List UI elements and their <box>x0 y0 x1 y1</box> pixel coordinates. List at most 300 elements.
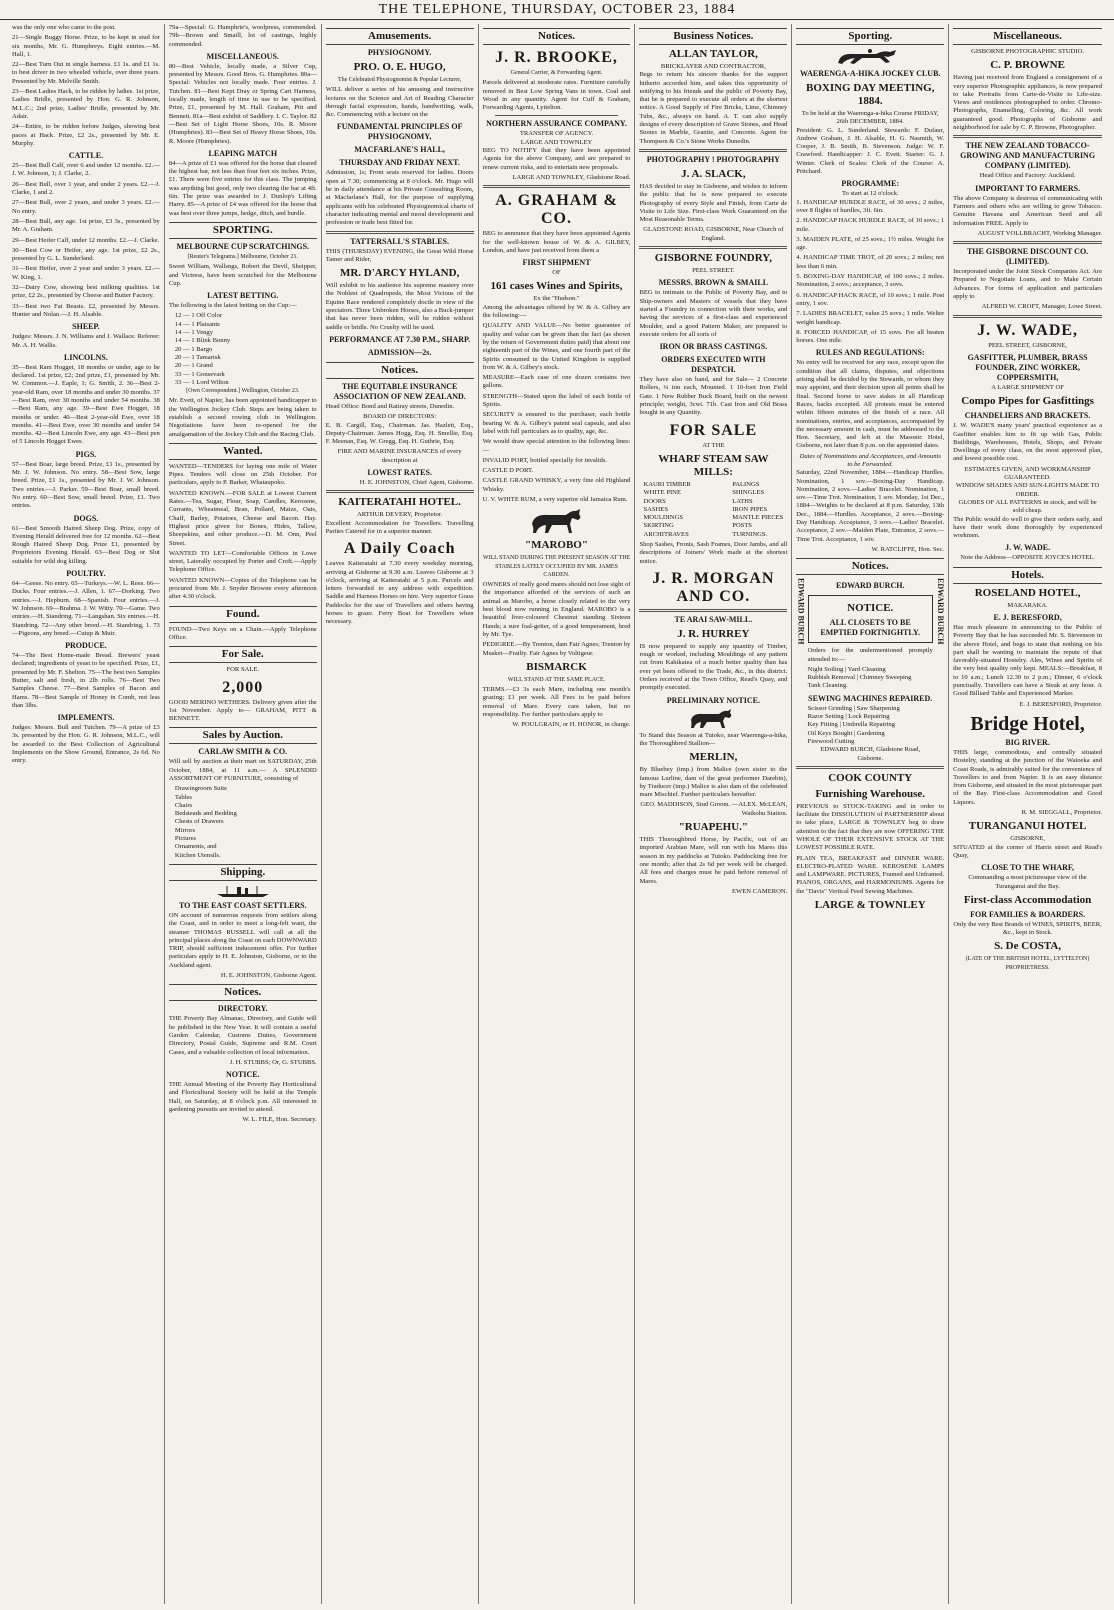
wethers-count: 2,000 <box>222 678 264 696</box>
insurance-line: FIRE AND MARINE INSURANCES of every description at <box>337 448 462 464</box>
merlin-signature: GEO. MADDISON, Stud Groom. —ALEX. McLEAN, Waikohu Station. <box>640 801 788 817</box>
taylor-name: ALLAN TAYLOR, <box>668 48 758 60</box>
directory-heading: DIRECTORY. <box>217 1004 268 1014</box>
show-entry: 30—Best Cow or Heifer, any age. 1st prize, £2 2s., presented by G. L. Sunderland. <box>12 246 160 263</box>
burch-service: Key Fitting | Umbrella Repairing <box>807 721 895 729</box>
auction-item: Drawingroom Suite <box>174 785 228 793</box>
notices-heading: Notices. <box>169 984 317 1001</box>
entries-top: 79a—Special: G. Humphrie's, woolpress, commended. 79b—Brown and Smaill, lot of castings, highly commended. <box>168 24 317 48</box>
wanted-ad: WANTED KNOWN.—FOR SALE at Lowest Current Rates.—Tea, Sugar, Flour, Soap, Candles, Kerosene, Currants, Wheatmeal, Bran, Pollard, Maize, Oats, Chaff, Barley, Potatoes, Cheese and Bacon. Hay. Highest price given for Bones, Hides, Tallow, Sheepskins, and other produce.—D. M. Onn, Peel Street. <box>168 489 317 547</box>
directory-signature: J. H. STUBBS; Or, G. STUBBS. <box>229 1058 317 1066</box>
masthead: THE TELEPHONE, THURSDAY, OCTOBER 23, 1884 <box>0 0 1114 20</box>
burch-service: Oil Keys Bought | Gardening <box>807 729 885 737</box>
betting-line: 14 — 1 Plaisante <box>174 320 221 328</box>
graham-heading: A. GRAHAM & CO. <box>495 192 618 228</box>
betting-line: 20 — 1 Bargo <box>174 345 213 353</box>
special-attention: We would draw special attention to the following lines:— <box>482 438 631 454</box>
cook-county-body: PREVIOUS to STOCK-TAKING and in order to facilitate the DISSOLUTION of PARTNERSHIP about to take place, LARGE & TOWNLEY beg to draw attention to the fact that they are now OFFERING THE WHOLE OF THEIR EXTENSIVE STOCK AT THE LOWEST POSSIBLE RATE. <box>796 802 945 852</box>
window-shades: WINDOW SHADES AND SUN-LIGHTS MADE TO ORDER. <box>955 482 1100 498</box>
poultry-heading: POULTRY. <box>66 569 106 579</box>
burch-main <box>808 578 933 763</box>
wanted-heading: Wanted. <box>169 443 317 460</box>
photographer-name: J. A. SLACK, <box>681 167 746 180</box>
discount-body: Incorporated under the Joint Stock Companies Act. Are Prepared to Negotiate Loans, and to Make Certain Advances. For forms of application and particulars apply to <box>953 268 1103 301</box>
wade-public: The Public would do well to give their orders early, and have their work done thoroughly by experienced workmen. <box>953 515 1103 540</box>
meeting-date: To be held at the Waerenga-a-hika Course FRIDAY, 26th DECEMBER, 1884. <box>801 110 939 126</box>
for-sale-sub: FOR SALE. <box>226 666 260 674</box>
divider <box>796 766 944 769</box>
divider <box>326 490 474 493</box>
race-entry: 8. FORCED HANDICAP, of 15 sovs. For all beaten horses. One mile. <box>796 328 945 345</box>
foundry-firm: MESSRS. BROWN & SMAILL <box>658 278 769 288</box>
auction-item: Bedsteads and Bedding <box>174 810 237 818</box>
divider <box>639 609 787 612</box>
wine-line: CASTLE D PORT. <box>482 467 534 475</box>
tobacco-office: Head Office and Factory: Auckland. <box>979 172 1076 180</box>
roseland-body: Has much pleasure in announcing to the Public of Poverty Bay that he has succeeded Mr. S. Stevenson in the above Hotel, and begs to state that nothing on his part shall be wanting to maintain the repute of that favorably-situated Hostelry. Ales, Wines and Spirits of the very best quality only kept. MEALS:—Breakfast, 8 to 10 a.m.; Lunch 12.30 to 2 p.m.; Dinner, 6 o'clock punctually. Travellers can have a Steak at any hour. A Good Billiard Table and Experienced Marker. <box>953 623 1103 698</box>
show-entry: 22—Best Turn Out in single harness. £1 1s. and £1 1s. to best driver in two wheeled vehicle, over three years. Presented by Mr. Melville Smith. <box>12 61 160 85</box>
taylor-body: Begs to return his sincere thanks for the support hitherto accorded him, and takes this opportunity of notifying to his friends and the public of Poverty Bay, that he is prepared to execute all orders at the shortest notice. A Good Supply of Fire Bricks, Lime, Chimney Tubs, &c., always on hand. A. T. can also supply designs of every description of Grave Stones, and Head Stones in Marble, Granite, and Concrete. Agent for Thompson & Co.'s Stone Works Dunedin. <box>639 71 788 145</box>
bridge-hotel-sub: BIG RIVER. <box>1005 737 1050 747</box>
at-the: AT THE <box>702 441 725 449</box>
betting-line: 20 — 1 Grand <box>174 362 213 370</box>
dates-heading: Dates of Nominations and Acceptances, and Amounts to be Forwarded. <box>799 452 941 468</box>
foundry-heading: GISBORNE FOUNDRY, <box>654 252 772 265</box>
browne-body: Having just received from England a consignment of a very superior Photographic appliances, is now prepared to take Portraits from Carte-de-Visite to Life-size. Views and residences photographed to order. Chromo-Photographs, Enamelling, Coloring, &c. All work guaranteed good. Photographs of Gisborne and neighborhood for sale by C. P. Browne, Photographer. <box>953 74 1103 132</box>
burch-notice-title: NOTICE. <box>847 602 894 615</box>
notices-heading: Notices. <box>326 362 474 379</box>
discount-signature: ALFRED W. CROFT, Manager, Lowe Street. <box>981 303 1103 311</box>
notice-signature: W. L. FILE, Hon. Secretary. <box>242 1116 317 1124</box>
close-to-wharf: CLOSE TO THE WHARF, <box>981 863 1075 873</box>
castings: IRON OR BRASS CASTINGS. <box>659 342 768 352</box>
marobo-body: OWNERS of really good mares should not lose sight of the importance afforded of the services of such an animal as Marobo, a horse closely related to the very best blood now running in England. MAROBO is a beautiful liver-coloured Chestnut standing Sixteen Hands; a sure foal-getter, of a good temperament, bred by Mr. Tye. <box>482 581 631 638</box>
large-townley: LARGE & TOWNLEY <box>814 899 926 912</box>
lecture-body: WILL deliver a series of his amusing and instructive lectures on the Science and Art of Reading Character through facial expression, hands, handwriting, walk, &c. Commencing with a lecture on the <box>325 86 474 119</box>
of-line: OF <box>552 269 561 277</box>
agency-body: BEG TO NOTIFY that they have been appointed Agents for the above Company, and are prepared to renew current risks, and to entertain new proposals. <box>482 147 631 171</box>
pigs-heading: PIGS. <box>75 449 97 459</box>
dogs-entries: 61—Best Smooth Haired Sheep Dog. Prize, copy of Evening Herald delivered free for 12 months. 62—Best Rough Haired Sheep Dog. Prize £1, presented by Proprietors Evening Herald. 63—Best Dog or Slut suitable for wild dog killing. <box>12 524 160 565</box>
compo-pipes: Compo Pipes for Gasfittings <box>961 395 1094 408</box>
furnishing-heading: Furnishing Warehouse. <box>815 787 926 800</box>
wine-line: U. V. WHITE RUM, a very superior old Jamaica Rum. <box>482 495 628 503</box>
column-6 <box>792 24 949 1604</box>
programme-heading: PROGRAMME: <box>841 179 900 189</box>
notice-heading: NOTICE. <box>226 1070 260 1080</box>
ruapehu-signature: EWEN CAMERON. <box>731 887 788 895</box>
auction-item: Chests of Drawers <box>174 818 224 826</box>
found-ad: FOUND—Two Keys on a Chain.—Apply Telephone Office. <box>168 625 317 641</box>
notices-heading: Notices. <box>796 558 944 575</box>
families-boarders: FOR FAMILIES & BOARDERS. <box>970 909 1086 919</box>
estimates-line: ESTIMATES GIVEN, AND WORKMANSHIP GUARANTEED. <box>964 465 1091 482</box>
strength: STRENGTH—Stated upon the label of each bottle of Spirits. <box>482 392 631 409</box>
hotel-proprietor: ARTHUR DEVERY, Proprietor. <box>357 511 443 519</box>
scratchings-body: Sweet William, Wallsngs, Robert the Devil, Sheipper, and Victress, have been scratched for the Melbourne Cup. <box>168 263 317 287</box>
timber-item: SHINGLES <box>732 489 765 497</box>
wade-street: PEEL STREET, GISBORNE, <box>988 341 1067 349</box>
de-costa: S. De COSTA, <box>994 940 1062 953</box>
ruapehu-heading: "RUAPEHU." <box>678 821 749 834</box>
lincolns-heading: LINCOLNS. <box>64 352 108 362</box>
hotels-heading: Hotels. <box>953 567 1102 584</box>
graham-body: BEG to announce that they have been appointed Agents for the well-known house of W. & A. GILBEY, London, and have just received from them a <box>482 230 631 254</box>
burch-service: Tank Cleaning. <box>807 682 848 690</box>
boxing-day-meeting: BOXING DAY MEETING, 1884. <box>805 82 935 107</box>
performance-time: PERFORMANCE AT 7.30 P.M., SHARP. <box>329 334 471 344</box>
wines-spirits: 161 cases Wines and Spirits, <box>490 280 623 293</box>
jockey-club-heading: WAERENGA-A-HIKA JOCKEY CLUB. <box>800 69 941 78</box>
timber-item: DOORS <box>643 497 666 505</box>
show-entry: 29—Best Heifer Calf, under 12 months. £2.—J. Clarke. <box>12 236 160 244</box>
equitable-signature: H. E. JOHNSTON, Chief Agent, Gisborne. <box>359 479 474 487</box>
timber-item: TURNINGS. <box>732 530 768 538</box>
bridge-hotel-body: THIS large, commodious, and centrally situated Hostelry, standing at the junction of the Waioeka and Coast Roads, is admirably suited for the convenience of Travellers to and from Napier. It is an easy distance from Gisborne, and situated in the most picturesque part of the Bay. First-class Accommodation and Good Liquors. <box>953 748 1103 806</box>
for-sale-heading: FOR SALE <box>669 421 758 439</box>
burch-service: Rubbish Removal | Chimney Sweeping <box>807 674 912 682</box>
divider <box>639 149 787 152</box>
leaping-entries: 84—A prize of £1 was offered for the horse that cleared the highest bar, not less than four feet six inches. Prize, £1. There were five entries for this class. The jumping was anything but good, only two clearing the bar at 4ft. 6in. The prize was awarded to J. Dunlop's Lifting Harry. 85—A prize of £4 was offered for the horse that was best over three jumps, hedge, ditch, and hurdle. <box>168 159 317 217</box>
large-shipment: A LARGE SHIPMENT OF <box>991 383 1064 391</box>
timber-item: KAURI TIMBER <box>643 480 691 488</box>
divider <box>495 115 619 116</box>
column-3 <box>322 24 479 1604</box>
roseland-heading: ROSELAND HOTEL, <box>974 586 1081 599</box>
turanganui-place: GISBORNE, <box>1010 835 1045 843</box>
business-notices-heading: Business Notices. <box>639 28 787 45</box>
rules-heading: RULES AND REGULATIONS: <box>815 348 925 358</box>
sheep-heading: SHEEP. <box>72 322 100 332</box>
race-entry: 2. HANDICAP HACK HURDLE RACE, of 10 sovs.; 1 mile. <box>796 217 945 233</box>
shipping-body: ON account of numerous requests from settlers along the Coast, and in order to meet a long-felt want, the steamer THOMAS RUSSELL will call at all the principal places along the Coast on each DOWNWARD TRIP, should sufficient inducement offer. For further particulars apply to H. E. Johnston, Gisborne, or to the Auckland agent. <box>168 911 317 969</box>
show-entry: 24—Entire, to be ridden before Judges, showing best paces at Hack. Prize, £2 2s., presented by Mr. E. Murphy. <box>12 123 160 147</box>
divider <box>953 315 1102 318</box>
auction-item: Mirrors <box>174 826 196 834</box>
implements-entries: Judges: Messrs. Bull and Tutchen. 79—A prize of £3 3s. presented by the Hon. G. R. Johnson, M.L.C., will be awarded to the Best Collection of Agricultural Implements on the Show Ground, Entrance, 2s 6d. No entry. <box>12 724 160 765</box>
roseland-owner: E. J. BERESFORD, <box>993 612 1062 622</box>
column-7 <box>949 24 1106 1604</box>
shipping-heading: Shipping. <box>169 864 317 881</box>
cook-county-heading: COOK COUNTY <box>828 771 913 784</box>
roseland-signature: E. J. BERESFORD, Proprietor. <box>1019 700 1103 708</box>
turanganui-view: Commanding a most picturesque view of the Turanganui and the Bay. <box>968 874 1087 890</box>
bismarck-subtitle: WILL STAND AT THE SAME PLACE. <box>507 676 606 683</box>
race-entry: 1. HANDICAP HURDLE RACE, of 30 sovs.; 2 miles, over 8 flights of hurdles, 3ft. 6in. <box>796 198 945 214</box>
sheep-judges: Judges: Messrs. J. N. Williams and J. Wallace. Referee: Mr. A. H. Wallis. <box>12 333 160 349</box>
show-entry: 21—Single Buggy Horse. Prize, to be kept in stud for six months, Mr. G. Humphreys. Eight entries.—M. Hall, 1. <box>12 34 160 58</box>
betting-line: 33 — 1 Gonsevark <box>174 370 225 378</box>
board-heading: BOARD OF DIRECTORS: <box>363 413 437 421</box>
for-sale-heading: For Sale. <box>169 646 317 663</box>
brooke-body: Parcels delivered at moderate rates. Furniture carefully removed in Best Low Spring Vans in town. Coal and Wood in any quantity. Agent for Cuff & Graham, Forwarding Agents, Lyttelton. <box>482 79 631 112</box>
wanted-ad: WANTED—TENDERS for laying one mile of Water Pipes. Tenders will close on 25th October. For particulars, apply to P. Barker, Whataupoko. <box>168 462 317 487</box>
amusements-heading: Amusements. <box>326 28 474 45</box>
stallion-icon <box>522 506 592 536</box>
hotel-body: Excellent Accommodation for Travellers. Travelling Parties Catered for in a superior manner. <box>325 519 474 535</box>
browne-name: C. P. BROWNE <box>990 59 1065 72</box>
poultry-entries: 64—Geese. No entry. 65—Turkeys.—W. L. Rees. 66—Ducks. Four entries.—J. Allen, 1. 67—Dorking. Two entries.—J. Hepburn. 68—Spanish. Four entries.—J. W. Johnson. 69—Brahma. J. W. Witty. 70—Game. Two entries.—H. Standring. 71—Langshan. Six entries.—H. Standring. 72—Any other breed.—H. Standring, 1. 73—Pigeons, any breed.—Cutup & Muir. <box>12 580 160 637</box>
misc-entries: 80—Best Vehicle, locally made, a Silver Cup, presented by Messrs. Good Bros. G. Humphries. 80a—Special: Vehicles not locally made. Four entries. J. Tutchen. 81—Best Kept Dray or Spring Cart Harness, locally made, length of time in use to be specified. Prize, £1, presented by M. Hall. Graham, Pitt and Bennett. 81a—Best exhibit of Saddlery. I. C. Taylor. 82—Best Set of Light Horse Shoes, 10s. R. Moore (Humphries). 83—Best Set of Heavy Horse Shoes, 10s. R. Moore (Humphries). <box>168 62 317 145</box>
timber-item: POSTS <box>732 522 752 530</box>
auction-item: Tables <box>174 793 192 801</box>
agency-firm: LARGE AND TOWNLEY <box>520 138 593 146</box>
proprietress: (LATE OF THE BRITISH HOTEL, LYTTELTON) PROPRIETRESS. <box>965 956 1090 971</box>
security: SECURITY is ensured to the purchaser, each bottle bearing W. & A. Gilbey's patent seal capsule, and also label with full particulars as to quality, age, &c. <box>482 411 631 435</box>
tobacco-body: The above Company is desirous of communicating with Farmers and others who are willing to grow Tobacco. Genuine Havana and American Seed and all information FREE. Apply to <box>953 194 1103 227</box>
found-heading: Found. <box>169 606 317 623</box>
marobo-heading: "MAROBO" <box>525 539 588 552</box>
bridge-hotel-signature: R. M. SIEGGALL, Proprietor. <box>1021 809 1103 817</box>
wade-address: Note the Address—OPPOSITE JOYCE'S HOTEL. <box>960 554 1095 562</box>
bridge-hotel-heading: Bridge Hotel, <box>970 712 1085 735</box>
dates-body: Saturday, 22nd November, 1884.—Handicap Hurdles. Nomination, 1 sov.—Boxing-Day Handicap. Nomination, 2 sovs.—Ladies' Bracelet. Nomination, 1 sov.—Time Trot. Nomination, 1 sov. Monday, 1st Dec., 1884—Weights to be declared at 8 p.m. Saturday, 13th Dec., 1884.—Hurdles. Acceptance, 2 sovs.—Boxing-Day Handicap. Acceptance, 3 sovs.—Ladies' Bracelet. Acceptance, 2 sov.—Maiden Plate, Entrance, 2 sovs.—Time Trot. Acceptance, 1 sov. <box>796 469 945 543</box>
burch-side-label: EDWARD BURCH <box>796 578 806 645</box>
dateline: [Own Correspondent.] Wellington, October 23. <box>186 388 300 395</box>
wade-body: J. W. WADE'S many years' practical experience as a Gasfitter enables him to fit up with Gas, Public Buildings, Warehouses, Hotels, Shops, and Private Dwellings of every class, on the most approved plan, and lowest possible cost. <box>953 422 1103 463</box>
merlin-name: MERLIN, <box>689 751 738 764</box>
betting-list <box>169 312 317 387</box>
tattersalls-body: THIS (THURSDAY) EVENING, the Great Wild Horse Tamer and Rider, <box>325 247 474 263</box>
hurrey-body: IS now prepared to supply any quantity of Timber, rough or worked, including Mouldings of any pattern cut from Kahikatea of a much better quality than has ever yet been offered to the Trade, &c., in this district. Orders received at the Town Office, Read's Quay, and promptly executed. <box>639 642 788 692</box>
orders-despatch: ORDERS EXECUTED WITH DESPATCH. <box>661 355 766 375</box>
misc-heading: MISCELLANEOUS. <box>206 51 279 61</box>
intro-line: was the only one who came to the post. <box>12 24 116 31</box>
column-4 <box>479 24 636 1604</box>
dateline: [Reuter's Telegrams.] Melbourne, October 21. <box>187 253 298 260</box>
timber-item: SKIRTING <box>643 522 674 530</box>
betting-line: 33 — 1 Lord Wilton <box>174 378 229 386</box>
burch-service: Firewood Cutting <box>807 737 855 745</box>
produce-heading: PRODUCE. <box>65 641 107 651</box>
burch-service: Night Soiling | Yard Cleaning <box>807 665 886 673</box>
shipping-title: TO THE EAST COAST SETTLERS. <box>178 900 307 910</box>
important-farmers: IMPORTANT TO FARMERS. <box>975 183 1081 193</box>
show-entry: 27—Best Bull, over 2 years, and under 3 years. £2.—No entry. <box>12 199 160 215</box>
auction-items <box>169 785 317 860</box>
auction-item: Ornaments, and <box>174 843 217 851</box>
equitable-office: Head Office: Bond and Rattray streets, Dunedin. <box>325 402 455 410</box>
column-2 <box>165 24 322 1604</box>
best-brands: Only the very Best Brands of WINES, SPIRITS, BEER, &c., kept in Stock. <box>953 920 1102 937</box>
horse-tamer-name: MR. D'ARCY HYLAND, <box>339 267 460 280</box>
show-entry: 23—Best Ladies Hack, to be ridden by ladies. 1st prize, Ladies Bridle, presented by Hon. G. R. Johnson, M.L.C.; 2nd prize, Ladies' Bridle, presented by Mr. Adair. <box>12 88 160 120</box>
chandeliers: CHANDELIERS AND BRACKETS. <box>964 411 1091 421</box>
auction-item: Kitchen Utensils. <box>174 851 221 859</box>
racehorse-icon <box>830 48 910 66</box>
first-shipment: FIRST SHIPMENT <box>522 258 591 268</box>
brooke-subtitle: General Carrier, & Forwarding Agent. <box>510 70 603 76</box>
foundry-body: BEG to intimate to the Public of Poverty Bay, and to Ship-owners and Masters of vessels that they have started a Foundry in connection with their works, and having the services of a first-class and experienced Moulder, and a good Pattern Maker, are prepared to execute orders for all sorts of <box>639 289 788 338</box>
wade-trade: GASFITTER, PLUMBER, BRASS FOUNDER, ZINC WORKER, COPPERSMITH, <box>967 352 1088 382</box>
measure: MEASURE—Each case of one dozen contains two gallons. <box>482 374 631 390</box>
sporting-heading: Sporting. <box>796 28 944 45</box>
hurrey-name: J. R. HURREY <box>677 627 750 640</box>
marobo-pedigree: PEDIGREE.—By Trenton, dam Fair Agnes; Trenton by Musket—Frailty. Fair Agnes by Voltigeur. <box>482 641 631 657</box>
turanganui-heading: TURANGANUI HOTEL <box>968 820 1087 833</box>
timber-item: LATHS <box>732 497 753 505</box>
daily-coach-heading: A Daily Coach <box>343 540 456 558</box>
discount-heading: THE GISBORNE DISCOUNT CO. (LIMITED). <box>966 247 1089 267</box>
show-entry: 32—Dairy Cow, showing best milking qualities. 1st prize, £2 2s., presented by Cheese and Butter Factory. <box>12 284 160 300</box>
burch-advert <box>796 578 944 763</box>
studio-name: GISBORNE PHOTOGRAPHIC STUDIO. <box>971 48 1085 55</box>
rules-body: No entry will be received for any race, except upon the condition that all claims, disputes, and objections arising shall be decided by the Stewards, or whom they may appoint, and their decision upon all points shall be final. Second horse to save stakes in all Handicap Races, hacks excepted. All protests must be entered within fifteen minutes of the finish of a race. All nominations, entries, and acceptances, accompanied by the necessary amount in cash, must be addressed to the Hon. Secretary, and left at the Masonic Hotel, Gisborne, not later than 8 p.m. on the appointed dates. <box>796 359 945 450</box>
for-sale-body: GOOD MERINO WETHERS. Delivery given after the 1st November. Apply to— GRAHAM, PITT & BENNETT. <box>168 698 317 723</box>
betting-line: 14 — 1 Blink Bonny <box>174 337 231 345</box>
divider <box>326 231 474 234</box>
agency-signature: LARGE AND TOWNLEY, Gladstone Road. <box>512 173 631 181</box>
quality-value: QUALITY AND VALUE—No better guarantee of quality and value can be given than the fact (as shown by the return of Government duties paid) that about one eighteenth part of the Wines, and one fourth part of the Spirits consumed in the United Kingdom is supplied from W. & A. Gilbey's stock. <box>482 322 631 371</box>
divider <box>953 241 1102 244</box>
northern-assurance-heading: NORTHERN ASSURANCE COMPANY. <box>486 119 627 129</box>
leaping-heading: LEAPING MATCH <box>208 148 278 158</box>
auction-heading: Sales by Auction. <box>169 727 317 744</box>
divider <box>639 246 787 249</box>
photography-address: GLADSTONE ROAD, GISBORNE, Near Church of England. <box>643 226 784 242</box>
wine-line: CASTLE GRAND WHISKY, a very fine old Highland Whisky. <box>482 477 631 493</box>
pigs-entries: 57—Best Boar, large breed. Prize, £1 1s., presented by Mr. J. W. Johnson. No entry. 58—Best Sow, large breed. Prize, £1 1s., presented by Mr. J. W. Johnson. Two entries.—J. Parker. 59—Best Boar, small breed. No entry. 60—Best Sow, small breed. Prize, £1. Two entries. <box>12 460 160 510</box>
start-time: To start at 12 o'clock. <box>841 190 899 198</box>
bismarck-heading: BISMARCK <box>526 660 587 673</box>
bismarck-signature: W. POULGRAIN, or H. HONOR, in charge. <box>512 721 631 729</box>
burch-service: Scissor Grinding | Saw Sharpening <box>807 704 900 712</box>
saw-mills-heading: WHARF STEAM SAW MILLS: <box>658 452 769 478</box>
te-arai-heading: TE ARAI SAW-MILL. <box>674 614 753 624</box>
photography-heading: PHOTOGRAPHY ! PHOTOGRAPHY <box>646 154 780 164</box>
saw-mills-body: Shop Sashes, Fronts, Sash Frames, Door Jambs, and all descriptions of Joiners' Work made at the shortest notice. <box>639 540 788 565</box>
lecture-hall: MACFARLANE'S HALL, <box>354 145 445 155</box>
betting-line: 20 — 1 Tamarisk <box>174 353 221 361</box>
race-entry: 4. HANDICAP TIME TROT, of 20 sovs.; 2 miles; not less than 6 min. <box>796 254 945 270</box>
timber-item: IRON PIPES <box>732 505 768 513</box>
advantages-intro: Among the advantages offered by W. & A. Gilbey are the following:— <box>482 303 631 320</box>
burch-signature: EDWARD BURCH, Gladstone Road, Gisborne. <box>820 746 921 762</box>
implements-heading: IMPLEMENTS. <box>57 713 115 723</box>
divider <box>953 135 1102 138</box>
timber-item: SASHES <box>643 505 668 513</box>
race-entry: 6. HANDICAP HACK RACE, of 10 sovs.; 1 mile. Post entry, 1 sov. <box>796 291 945 307</box>
burch-service: Razor Setting | Lock Repairing <box>807 713 890 721</box>
betting-line: 14 — 1 Vengy <box>174 329 214 337</box>
turanganui-body: SITUATED at the corner of Harris street and Read's Quay, <box>953 843 1103 859</box>
club-officers: President: G. L. Sunderland. Stewards: F. Dufaur, Andrew Graham, J. H. Alsable, H. G. Nasmith, W. Cooper, J. B. Smith, B. Stevenson. Judge: W. F. Crawford. Handicapper: J. C. Evett. Starter: G. J. Winter. Clerk of Scales: Clerk of the Course: A. Pritchard. <box>796 126 945 176</box>
timber-list-right <box>732 481 783 539</box>
auction-item: Pictures <box>174 835 197 843</box>
shipping-signature: H. E. JOHNSTON, Gisborne Agent. <box>220 972 317 980</box>
kaiteratahi-hotel: KAITERATAHI HOTEL. <box>338 496 461 509</box>
equitable-heading: THE EQUITABLE INSURANCE ASSOCIATION OF NEW ZEALAND. <box>333 381 466 401</box>
lincolns-entries: 35—Best Ram Hogget, 18 months or under, age to be declared. 1st prize, £2; 2nd prize, £1, presented by Mr. W. Common.—J. Eaple, 1; G. Smith, 2. 36—Best 2-year-old Ram, over 18 months and under 30 months. 37—Best Ram, over 30 months and under 54 months. 38—Best Ram, any age. 39—Best Ewe Hogget, 18 months or under. 40—Best 2-year-old Ewe, over 18 months. 41—Best Ewe, over 30 months and under 54 months. 42—Best Lincoln Ewe, any age. 43—Best pen of 5 Lincoln Hogget Ewes. <box>12 363 160 446</box>
show-entry: 28—Best Bull, any age. 1st prize, £3 3s., presented by Mr. A. Graham. <box>12 217 160 234</box>
divider <box>483 185 631 188</box>
brooke-name: J. R. BROOKE, <box>495 49 618 66</box>
show-entry: 31—Best Heifer, over 2 year and under 3 years. £2.—W. King, 1. <box>12 265 160 281</box>
burch-notice-box <box>808 595 933 643</box>
produce-entries: 74—The Best Home-made Bread. Brewers' yeast declared; ingredients of yeast to be specified. Prize, £1, presented by Mr. F. Shelton. 75—The best two Samples Butter, salt and fresh, in 2lb rolls. 76—Best Two Samples Cheese. 77—Best Samples of Bacon and Hams. 78—Best Sample of Honey in Comb, not less than 3lbs. <box>12 652 160 709</box>
timber-item: PALINGS <box>732 480 760 488</box>
wade-signature: J. W. WADE. <box>1005 543 1051 553</box>
foundry-sale: They have also on hand, and for Sale— 2 Concrete Rollers, ¼ ton each, Mounted. 1 10-foot Iron Field Gate. 1 New Rubber Buck Board, built on the newest principle; weight, 3cwt. 71b. Cast Iron and Old Brass bought in any Quantity. <box>639 376 788 417</box>
ex-hudson: Ex the "Hudson." <box>533 295 580 303</box>
tobacco-heading: THE NEW ZEALAND TOBACCO-GROWING AND MANUFACTURING COMPANY (LIMITED). <box>960 141 1096 171</box>
wade-name: J. W. WADE, <box>977 321 1079 339</box>
cook-county-list: PLAIN TEA, BREAKFAST and DINNER WARE. ELECTRO-PLATED WARE. KEROSENE LAMPS and LAMPWARE. PICTURES, Framed and Unframed. PIANOS, ORGANS, and HARMONIUMS. Agents for the "Davis" Vertical Feed Sewing Machines. <box>796 854 945 895</box>
miscellaneous-heading: Miscellaneous. <box>953 28 1102 45</box>
betting-intro: The following is the latest betting on the Cup:— <box>168 302 297 310</box>
burch-orders: Orders for the undermentioned promptly attended to:— <box>807 647 933 663</box>
physiognomy-heading: PHYSIOGNOMY. <box>367 48 432 57</box>
column-5 <box>635 24 792 1604</box>
timber-list-left <box>643 481 690 539</box>
photography-body: HAS decided to stay in Gisborne, and wishes to inform the public that he is now prepared to execute Photography of every Style and Finish, from Carte de Visite to Life Size. First-class Work Guaranteed on the Most Reasonable Terms. <box>639 182 788 224</box>
notice-body: THE Annual Meeting of the Poverty Bay Horticultural and Floricultural Society will be held at the Temple Hall, on Saturday, at 8 o'clock p.m. All interested in gardening pursuits are invited to attend. <box>168 1081 317 1114</box>
morgan-heading: J. R. MORGAN AND CO. <box>652 569 775 605</box>
show-entry: 25—Best Bull Calf, over 6 and under 12 months. £2.—J. W. Johnson, 1; J. Clarke, 2. <box>12 162 160 178</box>
wanted-ad: WANTED TO LET—Comfortable Offices in Lowe street, Laterally occupied by Porter and Croft.—Apply Telephone Office. <box>168 549 317 574</box>
sporting-heading: SPORTING. <box>169 222 317 239</box>
lecturer-name: PRO. O. E. HUGO, <box>353 61 446 73</box>
auction-body: Will sell by auction at their mart on SATURDAY, 25th October, 1884, at 11 a.m.— A SPLENDID ASSORTMENT OF FURNITURE, consisting of <box>168 758 317 782</box>
merlin-notice: PRELIMINARY NOTICE. <box>666 695 760 705</box>
timber-item: ARCHITRAVES <box>643 530 689 538</box>
timber-item: MANTLE PIECES <box>732 514 784 522</box>
admission-price: ADMISSION—2s. <box>367 347 432 357</box>
show-entry: 33—Best two Fat Beasts. £2, presented by Messrs. Hunter and Nolan.—J. H. Alsable. <box>12 302 160 318</box>
globes-line: GLOBES OF ALL PATTERNS in stock, and will be sold cheap. <box>958 498 1097 515</box>
transfer-agency: TRANSFER OF AGENCY. <box>519 130 594 138</box>
horse-icon <box>683 708 743 730</box>
show-entry: 26—Best Bull, over 1 year, and under 2 years. £2.—J. Clarke, 1 and 2. <box>12 180 160 197</box>
coach-body: Leaves Kaiteratahi at 7.30 every weekday morning, arriving at Gisborne at 9.30 a.m. Leaves Gisborne at 3 o'clock, arriving at Kaiteratahi at 5 p.m. Parcels and letters forwarded to any address with expedition. Saddle and Harness Horses on hire. Very superior Grass Paddocks for the use of Travellers and others having horses to graze. Ferry Boat for Travellers when necessary. <box>325 560 474 626</box>
race-entry: 5. BOXING-DAY HANDICAP, of 100 sovs.; 2 miles. Nomination, 2 sovs.; acceptance, 3 sovs. <box>796 273 945 289</box>
taylor-trade: BRICKLAYER AND CONTRACTOR, <box>660 63 766 70</box>
bismarck-body: TERMS.—£3 3s each Mare, including one month's grazing; £1 per week. All Fees to be paid before removal of Mare. Every care taken, but no responsibility. For further particulars apply to <box>482 686 631 719</box>
steamship-icon <box>213 884 273 898</box>
melbourne-cup-heading: MELBOURNE CUP SCRATCHINGS. <box>176 241 310 251</box>
race-entry: 7. LADIES BRACELET, value 25 sovs.; 1 mile. Welter weight handicap. <box>796 310 945 326</box>
foundry-street: PEEL STREET. <box>692 267 735 275</box>
cattle-heading: CATTLE. <box>68 151 104 161</box>
lecture-admission: Admission, 1s; Front seats reserved for ladies. Doors open at 7.30; commencing at 8 o'clock. Mr. Hugo will be in daily attendance at his Private Consulting Room, at Macfarlane's Hall, for the purpose of supplying applicants with his celebrated Physiognomical charts of character indicating mental and moral development and profession or trade best fitted for. <box>325 169 474 227</box>
merlin-stand: To Stand this Season at Tutoko, near Waerenga-a-hika, the Thoroughbred Stallion— <box>639 731 788 747</box>
wine-line: INVALID PORT, bottled specially for invalids. <box>482 456 608 464</box>
board-members: E. B. Cargill, Esq., Chairman. Jas. Hazlett, Esq., Deputy-Chairman. James Hogg, Esq. H. Smellie, Esq. F. Meenan, Esq. W. Gregg, Esq. H. Guthrie, Esq. <box>325 421 474 446</box>
wellington-news: Mr. Evett, of Napier, has been appointed handicapper to the Wellington Jockey Club. Steps are being taken to establish a second rowing club in Wellington. Negotiations have been re-opened for the amalgamation of the Jockey Club and the Racing Club. <box>168 397 317 438</box>
timber-item: WHITE PINE <box>643 489 681 497</box>
lecture-title: FUNDAMENTAL PRINCIPLES OF PHYSIOGNOMY, <box>336 122 463 142</box>
wanted-ad: WANTED KNOWN—Copies of the Telephone can be procured from Mr. J. Snyder Browne every afternoon after 4.30 o'clock. <box>168 576 317 601</box>
tattersalls-body-2: Will exhibit to his audience his supreme mastery over the Noblest of Quadrupeds, the Most Vicious of the Equine Race rendered completely docile in view of the spectators. Three Unbroken Horses, also a Buck-jumper that has never been ridden, will be ridden without saddle or bridle. No Cruelty will be used. <box>325 282 474 331</box>
notices-heading: Notices. <box>483 28 631 45</box>
page-columns <box>8 24 1106 1604</box>
club-signature: W. RATCLIFFE, Hon. Sec. <box>871 545 945 553</box>
timber-table <box>643 481 783 539</box>
betting-line: 12 — 1 Off Color <box>174 312 222 320</box>
auction-firm: CARLAW SMITH & CO. <box>198 747 288 757</box>
directory-body: THE Poverty Bay Almanac, Directory, and Guide will be published in the New Year. It will contain a useful Garden Calendar, Customs Duties, Government Directory, Postal Guide, Supreme and R.M. Court Cases, and a valuable collection of local information. <box>168 1015 317 1056</box>
merlin-body: By Bluebey (imp.) from Malice (own sister to the famous Lurline, dam of the great performer Darebin), by Traducer (imp.) Malice is also dam of the celebrated mare Mischief. Further particulars hereafter. <box>639 766 788 799</box>
roseland-place: MAKARAKA. <box>1007 601 1048 609</box>
tobacco-signature: AUGUST VOLLBRACHT, Working Manager. <box>977 229 1103 237</box>
marobo-subtitle: WILL STAND DURING THE PRESENT SEASON AT THE STABLES LATELY OCCUPIED BY MR. JAMES CARDEN. <box>482 555 631 578</box>
column-1 <box>8 24 165 1604</box>
sewing-heading: SEWING MACHINES REPAIRED. <box>808 693 933 703</box>
ruapehu-body: THIS Thoroughbred Horse, by Pacific, out of an imported Arabian Mare, will run with his Mares this season in my paddocks at Tutoko. Paddocking free for one month; after that 2s 6d per week will be charged. All fees and charges must be paid before removal of Mares. <box>639 836 788 885</box>
auction-item: Chairs <box>174 801 193 809</box>
lecture-dates: THURSDAY AND FRIDAY NEXT. <box>339 158 460 168</box>
lecturer-subtitle: The Celebrated Physiognomist & Popular Lecturer, <box>337 77 462 83</box>
